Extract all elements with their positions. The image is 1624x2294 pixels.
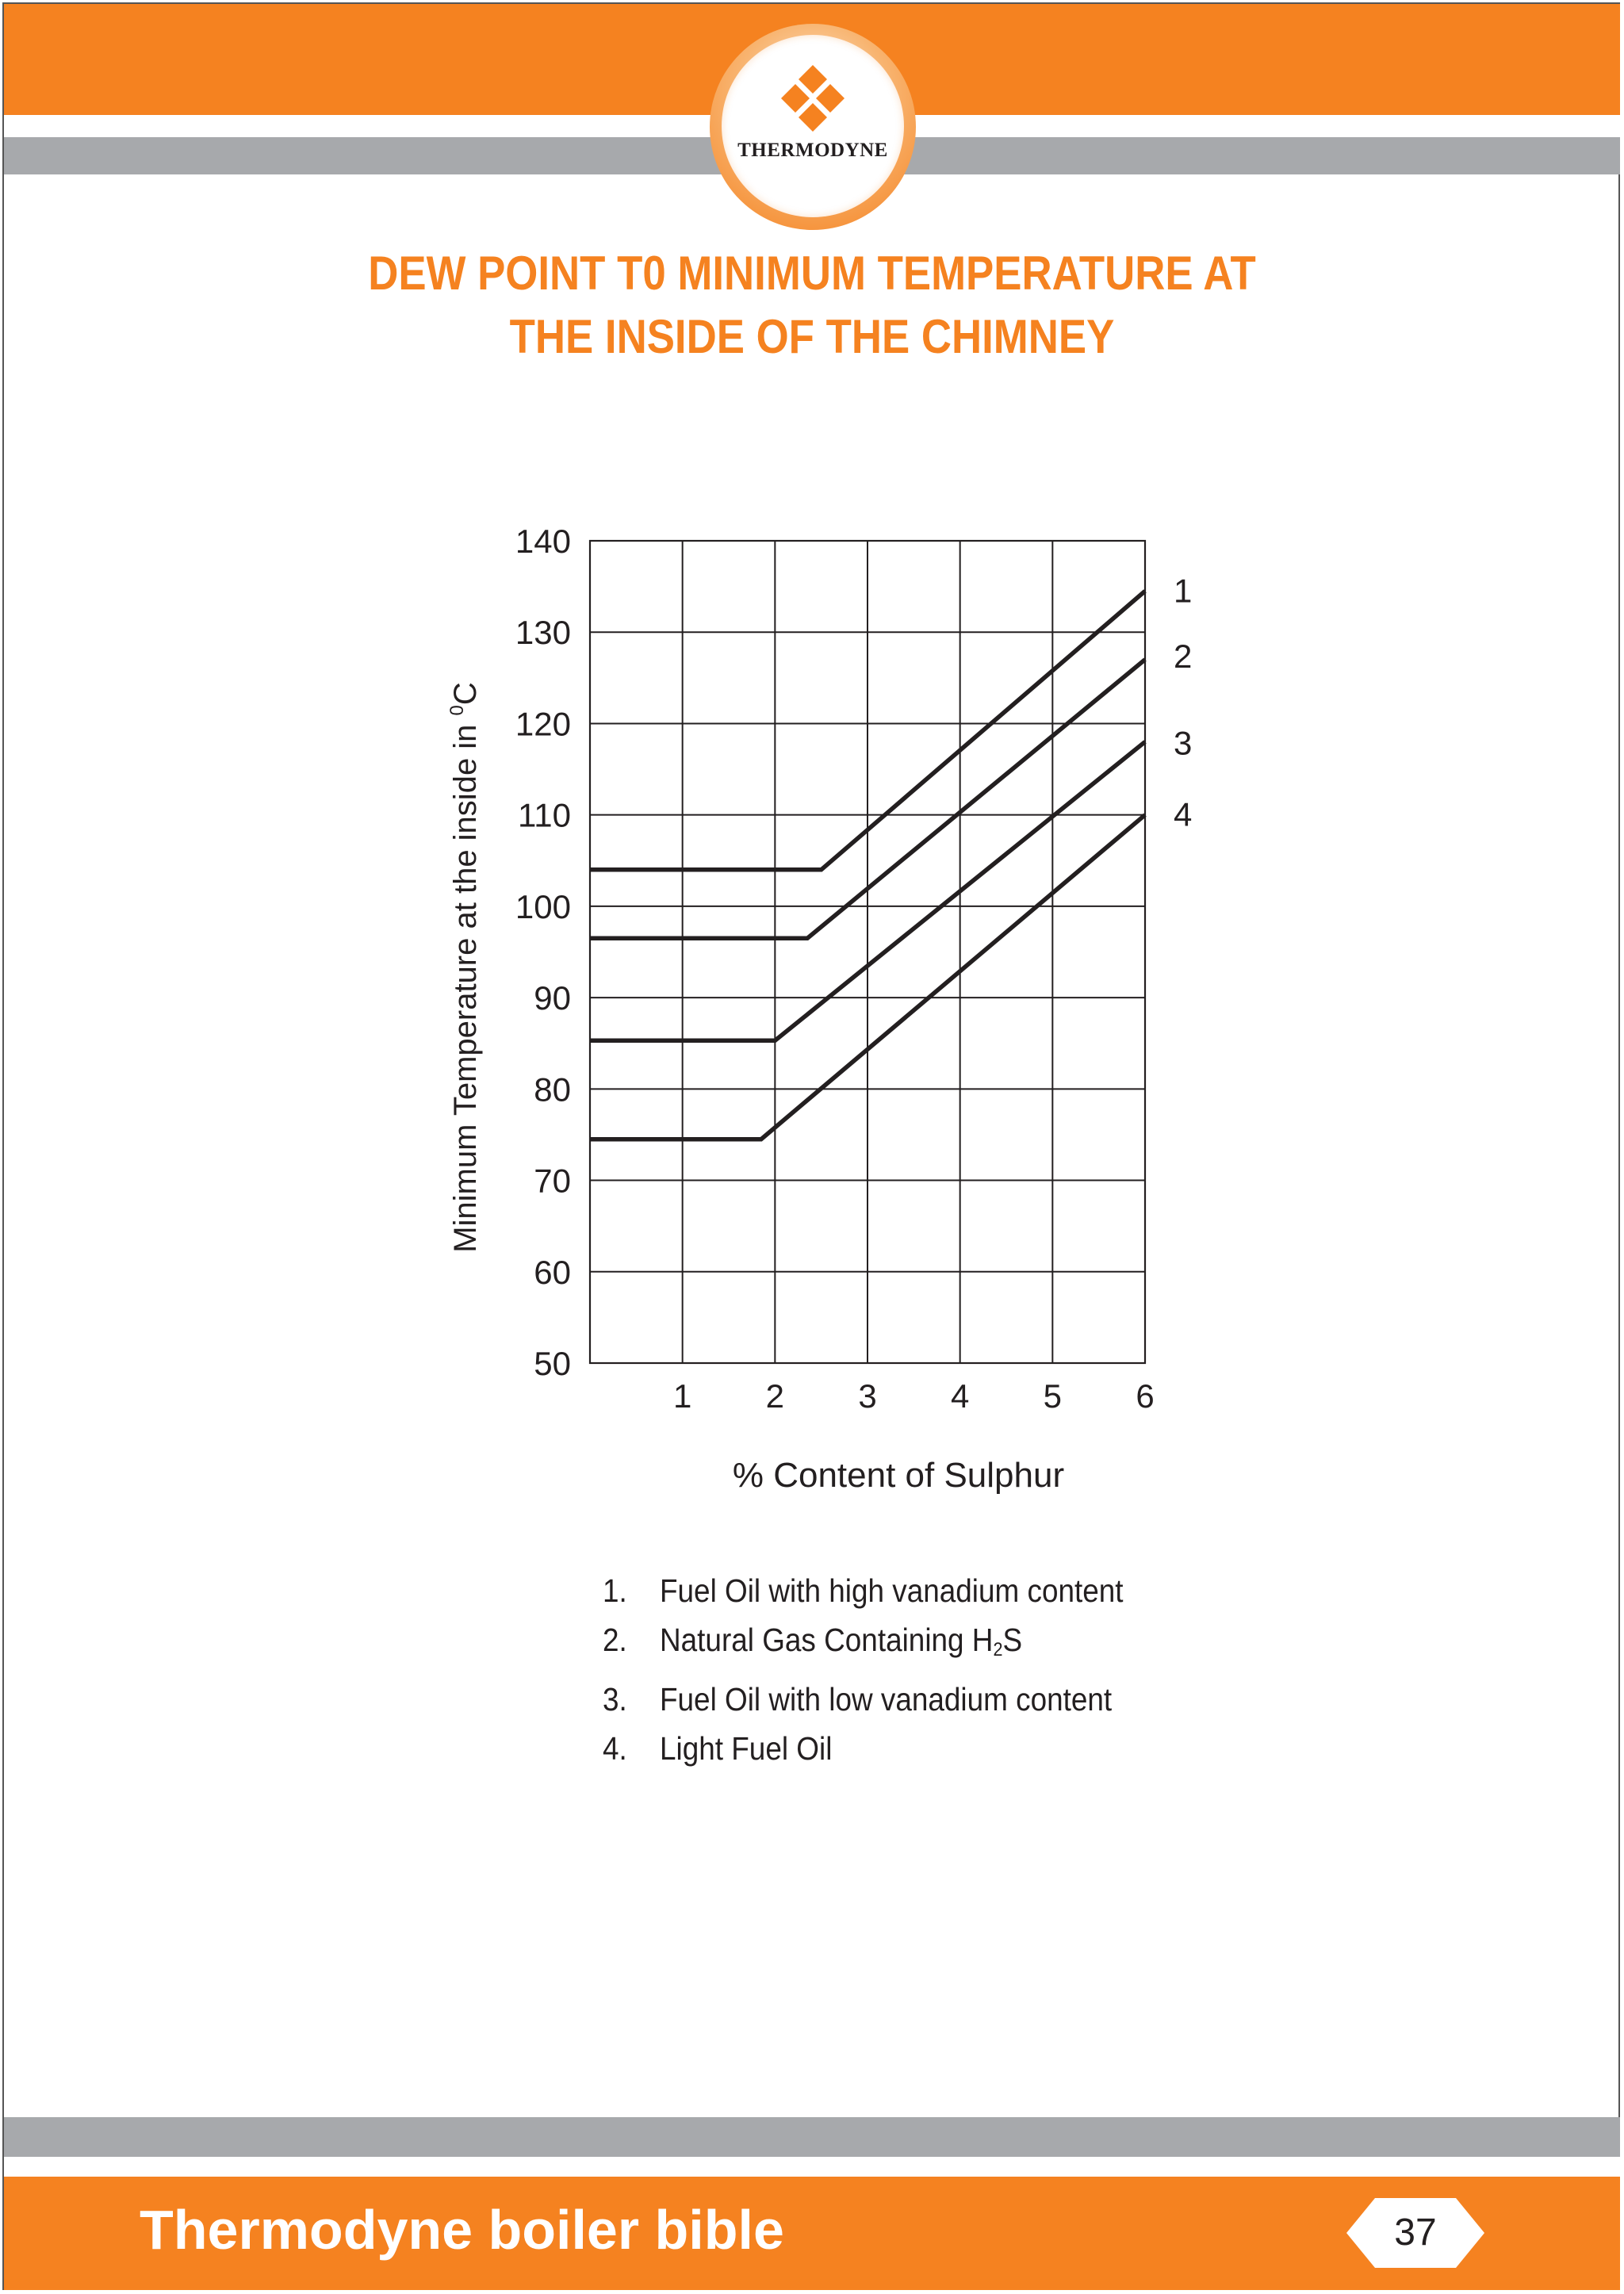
- chart-legend: [603, 1566, 1316, 1773]
- y-tick-label: 120: [515, 705, 571, 743]
- y-tick-label: 100: [515, 887, 571, 925]
- brand-name: THERMODYNE: [737, 140, 888, 161]
- series-end-label: 1: [1174, 572, 1193, 610]
- legend-number: 3.: [603, 1681, 627, 1718]
- legend-label: Natural Gas Containing $H_2S$: [660, 1622, 1023, 1660]
- series-end-label: 3: [1174, 724, 1193, 762]
- legend-label: Fuel Oil with low vanadium content: [660, 1681, 1113, 1718]
- legend-number: 4.: [603, 1730, 627, 1767]
- y-tick-label: 70: [534, 1162, 571, 1200]
- legend-label: Fuel Oil with high vanadium content: [660, 1572, 1124, 1609]
- y-tick-label: 60: [534, 1253, 571, 1291]
- legend-item: [603, 1615, 1245, 1675]
- x-tick-label: 5: [1043, 1377, 1063, 1415]
- legend-number: 2.: [603, 1622, 627, 1658]
- y-tick-label: 140: [515, 523, 571, 560]
- x-axis-title: % Content of Sulphur: [732, 1456, 1065, 1495]
- y-tick-label: 50: [534, 1345, 571, 1382]
- legend-number: 1.: [603, 1572, 627, 1609]
- legend-label: Light Fuel Oil: [660, 1730, 833, 1767]
- footer-band-spacer: [4, 2157, 1620, 2177]
- legend-item: [603, 1566, 1245, 1615]
- x-tick-label: 4: [950, 1377, 970, 1415]
- x-tick-label: 6: [1136, 1377, 1155, 1415]
- legend-item: [603, 1724, 1245, 1773]
- x-tick-label: 1: [672, 1377, 692, 1415]
- x-tick-label: 2: [765, 1377, 785, 1415]
- y-tick-label: 130: [515, 614, 571, 652]
- page-title-line-1: DEW POINT T0 MINIMUM TEMPERATURE AT: [368, 247, 1256, 300]
- footer-title: Thermodyne boiler bible: [140, 2199, 784, 2261]
- y-tick-label: 90: [534, 979, 571, 1017]
- y-tick-label: 110: [518, 796, 571, 834]
- series-end-label: 4: [1174, 795, 1193, 833]
- legend-item: [603, 1675, 1245, 1724]
- page-number: 37: [1394, 2212, 1437, 2254]
- y-tick-label: 80: [534, 1070, 571, 1109]
- y-axis-title: Minimum Temperature at the inside in $^0$C: [446, 682, 483, 1253]
- footer-band-gray: [4, 2117, 1620, 2157]
- chart-labels: [515, 523, 1192, 1415]
- x-tick-label: 3: [858, 1377, 877, 1415]
- page-title-line-2: THE INSIDE OF THE CHIMNEY: [509, 310, 1115, 363]
- series-end-label: 2: [1174, 637, 1193, 675]
